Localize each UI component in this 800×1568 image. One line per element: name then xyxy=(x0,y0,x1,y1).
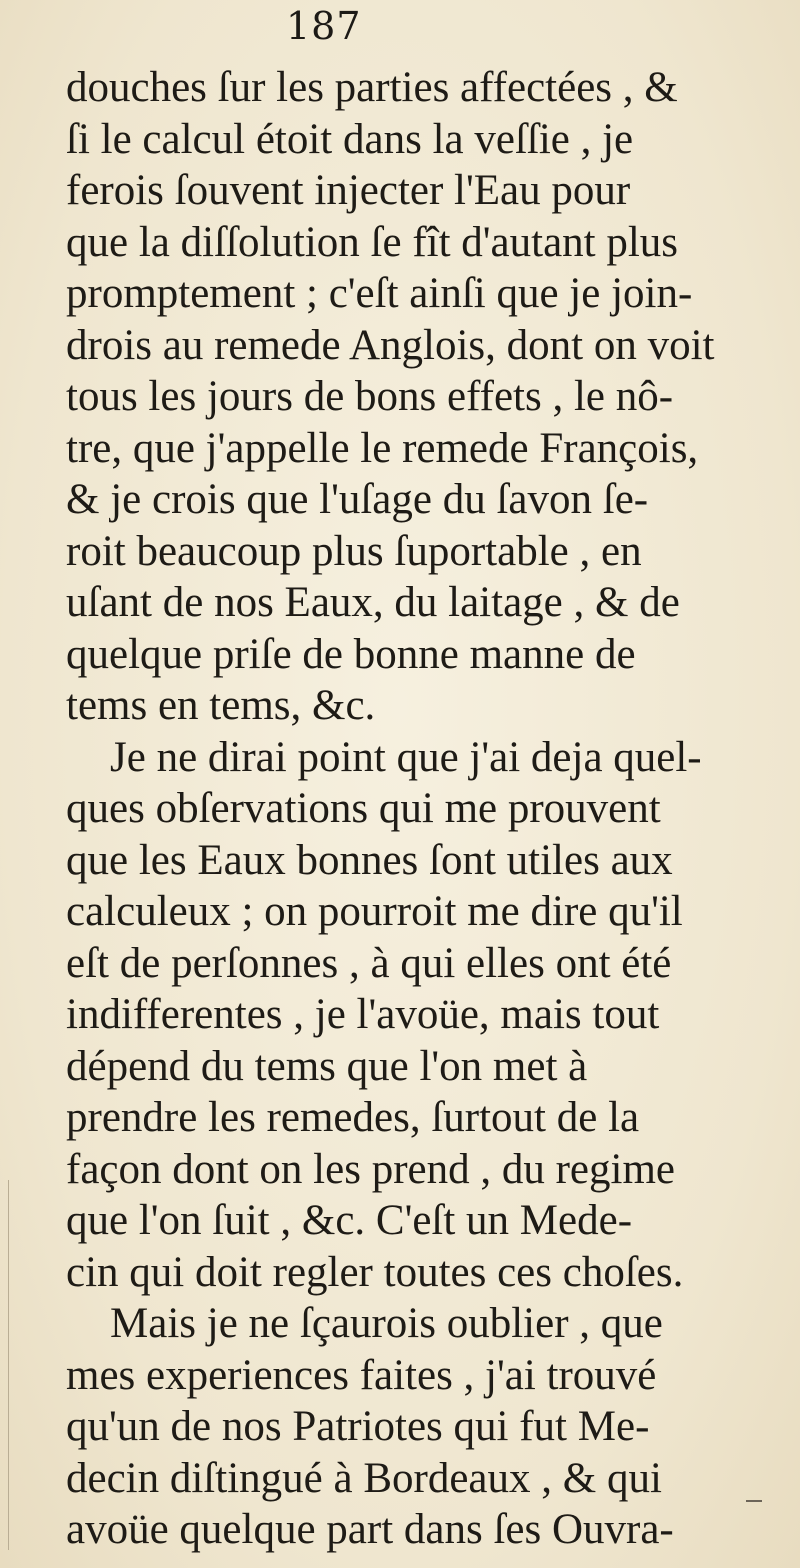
text-line: avoüe quelque part dans ſes Ouvra- xyxy=(66,1506,674,1553)
text-line: ferois ſouvent injecter l'Eau pour xyxy=(66,167,631,214)
text-line: decin diſtingué à Bordeaux , & qui xyxy=(66,1454,662,1502)
page-edge-line xyxy=(8,1180,9,1550)
text-line: tre, que j'appelle le remede François, xyxy=(66,424,699,472)
text-line: douches ſur les parties affectées , & xyxy=(66,64,678,111)
text-line: calculeux ; on pourroit me dire qu'il xyxy=(66,888,683,935)
text-line: que les Eaux bonnes ſont utiles aux xyxy=(66,836,673,884)
text-line: eſt de perſonnes , à qui elles ont été xyxy=(66,939,672,987)
text-line: mes experiences faites , j'ai trouvé xyxy=(66,1351,657,1399)
text-line: qu'un de nos Patriotes qui fut Me- xyxy=(66,1403,650,1450)
text-line: ques obſervations qui me prouvent xyxy=(66,785,661,832)
text-line: promptement ; c'eſt ainſi que je join- xyxy=(66,270,693,317)
text-line: uſant de nos Eaux, du laitage , & de xyxy=(66,579,680,626)
text-line: tous les jours de bons effets , le nô- xyxy=(66,373,674,420)
text-line: tems en tems, &c. xyxy=(66,682,376,729)
text-line: façon dont on les prend , du regime xyxy=(66,1145,675,1193)
text-line: que l'on ſuit , &c. C'eſt un Mede- xyxy=(66,1197,633,1244)
paragraph-start-line: Je ne dirai point que j'ai deja quel- xyxy=(110,733,702,781)
text-line: prendre les remedes, ſurtout de la xyxy=(66,1094,640,1141)
text-line: indifferentes , je l'avoüe, mais tout xyxy=(66,991,660,1038)
page-number: 187 xyxy=(286,4,362,48)
paragraph-start-line: Mais je ne ſçaurois oublier , que xyxy=(110,1300,663,1347)
text-line: dépend du tems que l'on met à xyxy=(66,1042,588,1090)
text-line: cin qui doit regler toutes ces choſes. xyxy=(66,1248,684,1296)
text-line: drois au remede Anglois, dont on voit xyxy=(66,321,715,369)
text-line: que la diſſolution ſe fît d'autant plus xyxy=(66,218,679,266)
text-line: roit beaucoup plus ſuportable , en xyxy=(66,527,642,575)
text-line: & je crois que l'uſage du ſavon ſe- xyxy=(66,476,649,523)
text-line: ſi le calcul étoit dans la veſſie , je xyxy=(66,115,634,163)
body-text xyxy=(66,62,786,1556)
text-line: quelque priſe de bonne manne de xyxy=(66,630,636,678)
